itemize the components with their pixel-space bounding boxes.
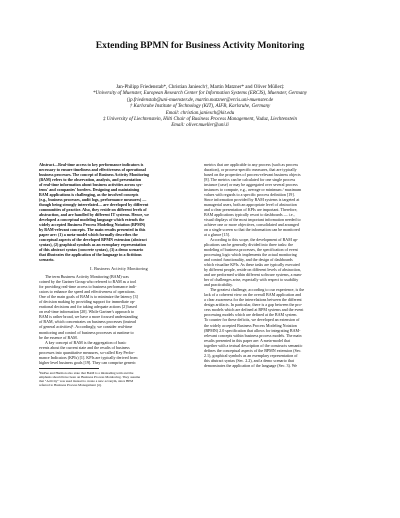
text-line: conceptual aspects of the developed BPMN extension (abstract xyxy=(39,237,147,243)
text-line: BAM is rather broad, we have a more focused understanding xyxy=(39,314,138,320)
text-line: cators to enhance the speed and effectiveness of operations. xyxy=(39,289,136,295)
text-line: emphasis should have been on Business Process Monitoring. They assume xyxy=(39,374,141,379)
text-line: erational decisions and for taking adequate actions [2] based xyxy=(39,304,137,310)
right-column xyxy=(204,162,364,368)
text-line: that "Activity" was used instead to create a new acronym, since BPM xyxy=(39,379,134,384)
text-line: metrics that are applicable to any process (such as process xyxy=(204,162,299,167)
text-line: developed a conceptual modeling language which extends the xyxy=(39,217,145,223)
text-line: instance (case) or may be aggregated over several process xyxy=(204,182,298,188)
text-line: monitoring and control of business processes at runtime to xyxy=(39,329,134,335)
body-paragraph xyxy=(39,340,199,365)
text-line: According to this scope, the development of BAM ap- xyxy=(210,237,298,243)
text-line: of general activities)¹. Accordingly, we consider real-time xyxy=(39,324,133,330)
text-line: results presented in this paper are: A meta-model that xyxy=(204,337,291,343)
text-line: processing logic which implements the actual monitoring xyxy=(204,252,297,258)
text-line: plications can be generally divided into three tasks: the xyxy=(204,242,294,248)
text-line: higher level business goals [19]. They can comprise generic xyxy=(39,359,136,365)
body-paragraph xyxy=(204,237,364,287)
text-line: ber of challenges arise, especially with respect to usability xyxy=(204,277,299,283)
text-line: and control functionality, and the design of dashboards xyxy=(204,257,293,263)
text-line: lack of a coherent view on the overall BAM application and xyxy=(204,292,302,298)
text-line: tems' and companies' borders. Designing and maintaining xyxy=(39,187,140,193)
text-line: communities of practice. Also, they reside on different levels of xyxy=(39,207,147,213)
text-line: abstraction, and are handled by different IT systems. Hence, we xyxy=(39,212,149,218)
text-line: Abstract—Real-time access to key performance indicators is xyxy=(39,162,144,167)
text-line: together with a textual description of the constructs semantic xyxy=(204,342,303,348)
text-line: The term Business Activity Monitoring (BAM) was xyxy=(45,274,129,280)
email-line: {jp.friedenstab@uni-muenster.de, martin.matzner@ercis.uni-muenster.de xyxy=(126,97,274,103)
author-block xyxy=(0,85,400,130)
text-line: the widely accepted Business Process Modeling Notation xyxy=(204,322,297,328)
text-line: events about the current state and the results of business xyxy=(39,344,130,350)
text-line: design artifacts. In particular, there is a gap between the pro- xyxy=(204,302,303,308)
text-line: processing models which are defined at the BAM system. xyxy=(204,312,298,318)
email-line: Email: christian.janiesch@kit.edu xyxy=(165,110,235,116)
text-line: this abstract syntax (Sec. 2.2), and a demo scenario that xyxy=(204,357,294,363)
text-line: coined by the Gartner Group who referred to BAM as a tool xyxy=(39,279,137,285)
text-line: by different people, reside on different levels of abstraction, xyxy=(204,267,301,273)
text-line: scenario. xyxy=(39,257,55,263)
paper-title: Extending BPMN for Business Activity Monitoring xyxy=(95,40,305,51)
text-line: of this abstract syntax (concrete syntax), (3) a demo scenario xyxy=(39,247,144,253)
text-line: ¹DePee and Harmon also state that BAM is a misleading term and the xyxy=(39,370,134,375)
text-line: by BAM-relevant concepts. The main results presented in this xyxy=(39,227,146,233)
text-line: One of the main goals of BAM is to minimize the latency [3] xyxy=(39,294,138,300)
text-line: instances to compute, e.g., average or minimum / maximum xyxy=(204,187,302,193)
text-line: necessary to ensure timeliness and effectiveness of operational xyxy=(39,167,146,173)
text-line: of decision making by providing support for immediate op- xyxy=(39,299,136,305)
text-line: values with regards to a specific process definition [19]. xyxy=(204,192,295,198)
text-line: on real-time information [20]. While Gartner's approach to xyxy=(39,309,135,315)
text-line: cess models which are defined at BPM systems and the event xyxy=(204,307,304,313)
text-line: on a single screen so that the information can be monitored xyxy=(204,227,300,233)
text-line: modeling of business processes, the specification of event xyxy=(204,247,298,253)
text-line: duration), or process-specific measures, that are typically xyxy=(204,167,297,173)
text-line: (e.g., business processes, audit logs, performance measures) — xyxy=(39,197,147,203)
author-names: Jan-Philipp Friedenstab*, Christian Janiesch†, Martin Matzner* and Oliver Müller‡ xyxy=(116,85,284,90)
text-line: BAM applications typically resort to dashboards — i.e., xyxy=(204,212,295,218)
text-line: paper are: (1) a meta-model which formally describes the xyxy=(39,232,138,238)
text-line: processes into quantitative measures, so-called Key Perfor- xyxy=(39,349,135,355)
footnote-rule xyxy=(39,368,99,369)
intro-paragraph xyxy=(39,274,199,339)
text-line: of real-time information about business activities across sys- xyxy=(39,182,143,188)
left-column xyxy=(39,162,199,387)
affiliation-line: † Karlsruhe Institute of Technology (KIT), AIFB, Karlsruhe, Germany xyxy=(129,104,271,110)
text-line: that illustrates the application of the language in a fictitious xyxy=(39,252,142,258)
affiliation-line: *University of Muenster, European Research Center for Information Systems (ERCIS), Muenster, Germany xyxy=(92,91,308,97)
text-line: and practicability. xyxy=(204,282,233,288)
text-line: The greatest challenge, according to our experience, is the xyxy=(210,287,305,293)
text-line: though being strongly interrelated— are developed by different xyxy=(39,202,149,208)
text-line: for providing real-time access to business performance indi- xyxy=(39,284,137,290)
text-line: BAM applications is challenging, as the involved concepts xyxy=(39,192,139,198)
abstract xyxy=(39,162,199,262)
body-paragraph xyxy=(204,287,364,367)
text-line: 2.1), graphical symbols as an exemplary representation of xyxy=(204,352,298,358)
text-line: which visualize KPIs. As these tasks are typically executed xyxy=(204,262,300,268)
text-line: referred to Business Process Management [4]. xyxy=(39,383,102,388)
affiliation-line: ‡ University of Liechtenstein, Hilti Chair of Business Process Management, Vaduz, Liechtenstein xyxy=(103,117,297,123)
text-line: relevant concepts within business process models. The main xyxy=(204,332,302,338)
text-line: [8]. The metrics can be calculated for one single process xyxy=(204,177,296,183)
text-line: business processes. The concept of Business Activity Monitoring xyxy=(39,172,150,178)
text-line: mance Indicators (KPIs) [1]. KPIs are typically derived from xyxy=(39,354,138,360)
text-line: (BAM) refers to the observation, analysis, and presentation xyxy=(39,177,142,183)
text-line: be the essence of BAM. xyxy=(39,334,78,340)
email-line: Email: oliver.mueller@uni.li xyxy=(171,123,229,129)
text-line: visual displays of the most important information needed to xyxy=(204,217,301,223)
text-line: based on the properties of process-relevant business objects xyxy=(204,172,301,178)
text-line: and a clear presentation of KPIs are important. Therefore, xyxy=(204,207,298,213)
text-line: (BPMN) 2.0 specification that allows for integrating BAM- xyxy=(204,327,301,333)
text-line: Since information provided by BAM systems is targeted at xyxy=(204,197,300,203)
text-line: syntax), (2) graphical symbols as an exemplary representation xyxy=(39,242,146,248)
text-line: A key concept of BAM is the aggregation of basic xyxy=(45,339,127,345)
text-line: defines the conceptual aspects of the BPMN extension (Sec. xyxy=(204,347,302,353)
text-line: and are performed within different software systems, a num- xyxy=(204,272,303,278)
text-line: widely accepted Business Process Modeling Notation (BPMN) xyxy=(39,222,146,228)
section-heading: I. Business Activity Monitoring xyxy=(90,266,148,272)
body-paragraph xyxy=(204,162,364,237)
text-line: of BAM, which concentrates on business processes (instead xyxy=(39,319,136,325)
footnote xyxy=(39,371,199,388)
text-line: demonstrates the application of the language (Sec. 3). We xyxy=(204,362,298,368)
text-line: managerial users, both an appropriate level of abstraction xyxy=(204,202,297,208)
text-line: To counter for these deficits, we developed an extension of xyxy=(204,317,300,323)
text-line: achieve one or more objectives, consolidated and arranged xyxy=(204,222,299,228)
text-line: a clear awareness for the interrelations between the different xyxy=(204,297,302,303)
text-line: at a glance [15]. xyxy=(204,232,231,238)
